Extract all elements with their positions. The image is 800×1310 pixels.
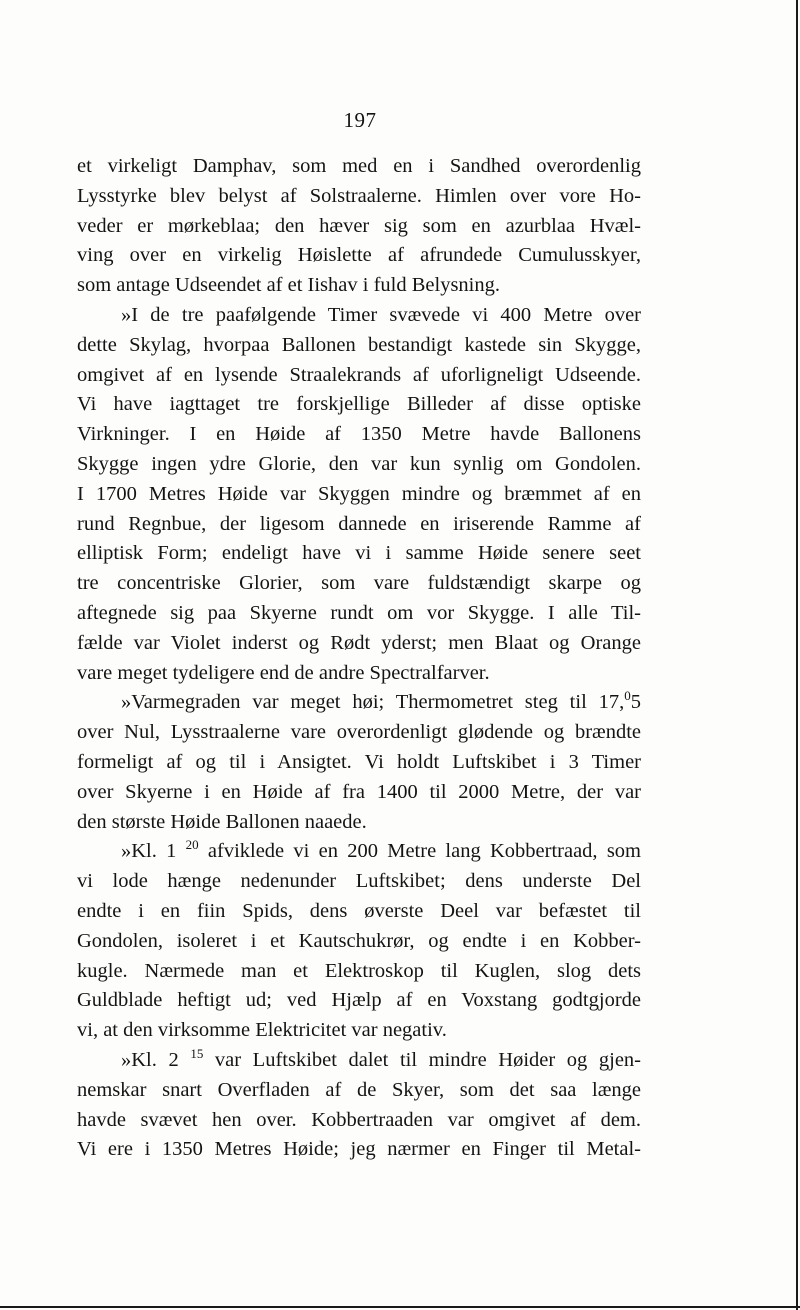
line-text: »Varmegraden var meget høi; Thermometret steg til 17, (121, 691, 625, 714)
text-line: elliptisk Form; endeligt have vi i samme Høide senere seet (77, 542, 641, 565)
text-line (77, 688, 641, 718)
text-line: Vi have iagttaget tre forskjellige Billeder af disse optiske (77, 393, 641, 416)
text-line: Guldblade heftigt ud; ved Hjælp af en Voxstang godtgjorde (77, 989, 641, 1012)
text-line: over Skyerne i en Høide af fra 1400 til 2000 Metre, der var (77, 780, 641, 803)
text-line: aftegnede sig paa Skyerne rundt om vor Skygge. I alle Til- (77, 601, 641, 624)
text-line: Lysstyrke blev belyst af Solstraalerne. Himlen over vore Ho- (77, 184, 641, 207)
page-edge-bottom (0, 1306, 800, 1308)
text-line: vi lode hænge nedenunder Luftskibet; dens underste Del (77, 870, 641, 893)
line-text: »Kl. 2 (121, 1048, 191, 1071)
text-line: tre concentriske Glorier, som vare fuldstændigt skarpe og (77, 572, 641, 595)
text-line: »I de tre paafølgende Timer svævede vi 400 Metre over (121, 303, 641, 326)
text-line: havde svævet hen over. Kobbertraaden var omgivet af dem. (77, 1108, 641, 1131)
text-line: dette Skylag, hvorpaa Ballonen bestandigt kastede sin Skygge, (77, 333, 641, 356)
paragraph (77, 152, 641, 301)
text-line: over Nul, Lysstraalerne vare overordenligt glødende og brændte (77, 721, 641, 744)
text-line (77, 1046, 641, 1076)
text-line: nemskar snart Overfladen af de Skyer, som det saa længe (77, 1078, 641, 1101)
text-line: kugle. Nærmede man et Elektroskop til Kuglen, slog dets (77, 959, 641, 982)
text-line: fælde var Violet inderst og Rødt yderst; men Blaat og Orange (77, 631, 641, 654)
text-line: som antage Udseendet af et Iishav i fuld Belysning. (77, 274, 500, 297)
line-text: »Kl. 1 (121, 840, 186, 863)
text-line: Virkninger. I en Høide af 1350 Metre havde Ballonens (77, 423, 641, 446)
text-line: formeligt af og til i Ansigtet. Vi holdt Luftskibet i 3 Timer (77, 750, 641, 773)
superscript: 20 (185, 837, 199, 853)
text-line: den største Høide Ballonen naaede. (77, 810, 367, 833)
paragraph (77, 837, 641, 1046)
text-line: I 1700 Metres Høide var Skyggen mindre og bræmmet af en (77, 482, 641, 505)
line-text: afviklede vi en 200 Metre lang Kobbertraad, som (198, 840, 641, 863)
line-text: var Luftskibet dalet til mindre Høider og gjen- (203, 1048, 642, 1071)
text-line: Skygge ingen ydre Glorie, den var kun synlig om Gondolen. (77, 452, 641, 475)
page-number: 197 (343, 108, 377, 132)
body-text (77, 152, 641, 1165)
text-line (77, 837, 641, 867)
paragraph (77, 688, 641, 837)
text-line: endte i en fiin Spids, dens øverste Deel var befæstet til (77, 899, 641, 922)
text-line: et virkeligt Damphav, som med en i Sandhed overordenlig (77, 155, 641, 177)
text-line: Gondolen, isoleret i et Kautschukrør, og endte i en Kobber- (77, 929, 641, 952)
text-line: omgivet af en lysende Straalekrands af uforligneligt Udseende. (77, 363, 641, 386)
text-line: rund Regnbue, der ligesom dannede en iriserende Ramme af (77, 512, 641, 535)
superscript: 15 (190, 1045, 204, 1061)
text-line: Vi ere i 1350 Metres Høide; jeg nærmer en Finger til Metal- (77, 1138, 641, 1161)
superscript: 0 (624, 688, 631, 704)
paragraph (77, 1046, 641, 1165)
text-line: veder er mørkeblaa; den hæver sig som en azurblaa Hvæl- (77, 214, 641, 237)
text-line: vare meget tydeligere end de andre Spectralfarver. (77, 661, 490, 684)
paragraph (77, 301, 641, 688)
text-line: vi, at den virksomme Elektricitet var negativ. (77, 1019, 447, 1042)
text-line: ving over en virkelig Høislette af afrundede Cumulusskyer, (77, 244, 641, 267)
line-text: 5 (630, 691, 641, 714)
page-edge-right (796, 0, 798, 1310)
